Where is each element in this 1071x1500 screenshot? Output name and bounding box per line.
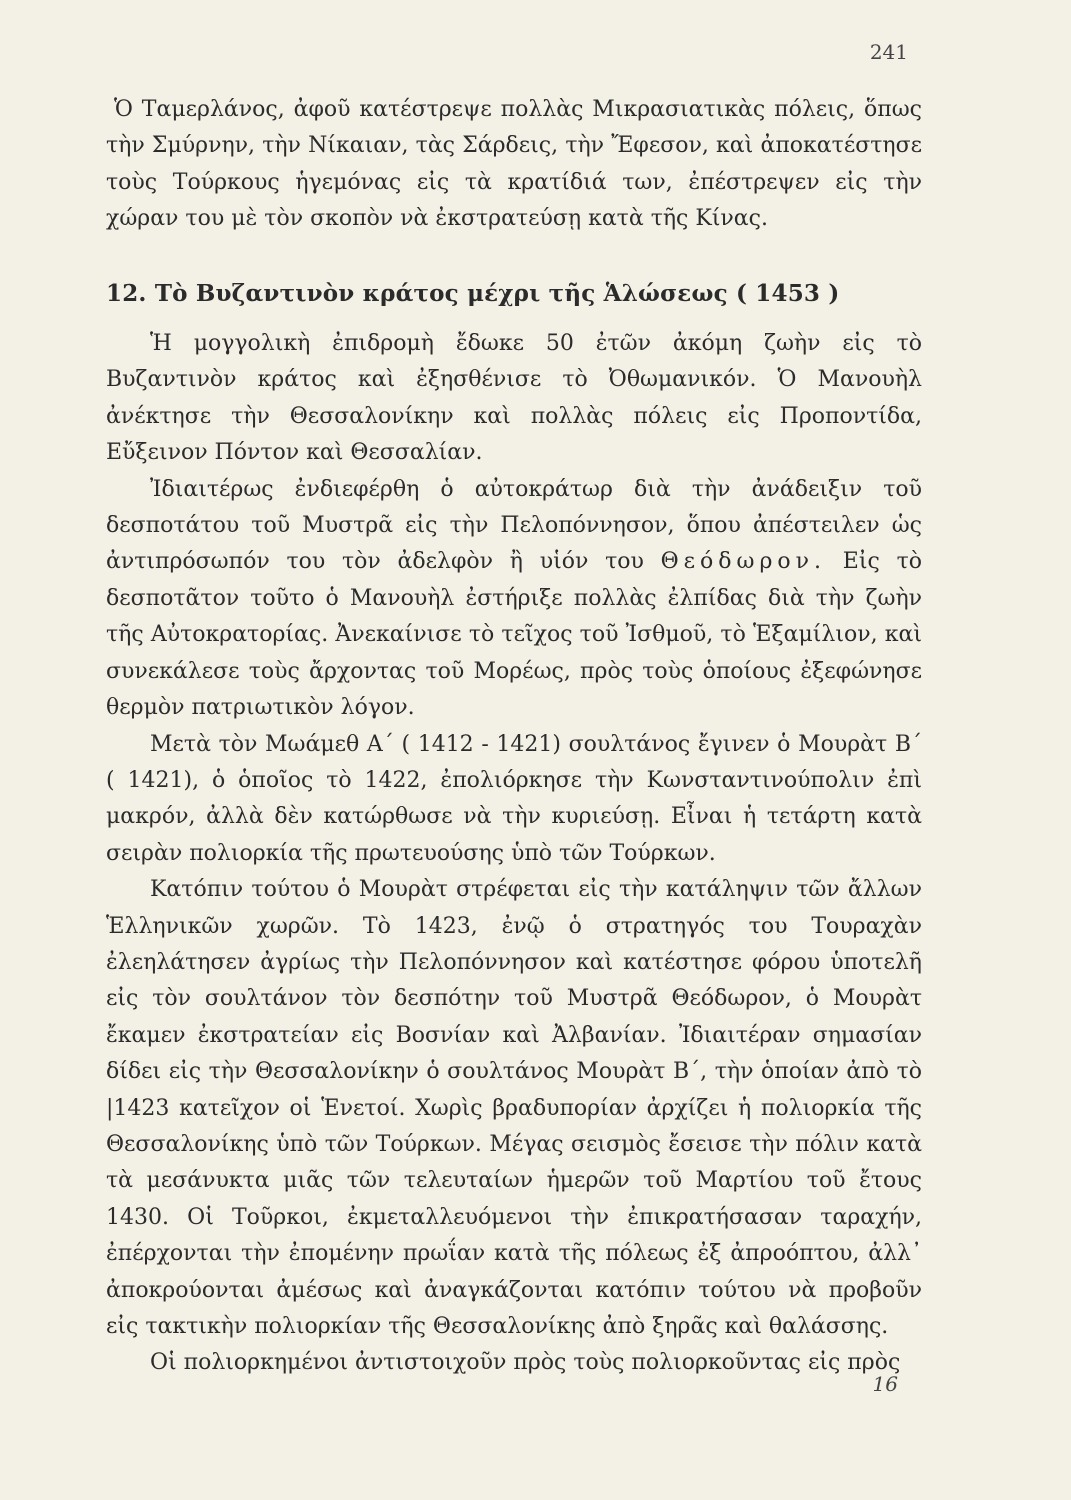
paragraph-thessaloniki: Κατόπιν τούτου ὁ Μουρὰτ στρέφεται εἰς τὴν κατάληψιν τῶν ἄλλων Ἑλληνικῶν χωρῶν. Τὸ 1423, ἐνῷ ὁ στρατηγός του Τουραχὰν ἐλεηλάτησεν ἀγρίως τὴν Πελοπόννησον καὶ κατέστησε φόρου ὑποτελῆ εἰς τὸν σουλτάνον τὸν δεσπότην τοῦ Μυστρᾶ Θεόδωρον, ὁ Μουρὰτ ἔκαμεν ἐκστρατείαν εἰς Βοσνίαν καὶ Ἀλβανίαν. Ἰδιαιτέραν σημασίαν δίδει εἰς τὴν Θεσσαλονίκην ὁ σουλτάνος Μουρὰτ Β΄, τὴν ὁποίαν ἀπὸ τὸ |1423 κατεῖχον οἱ Ἑνετοί. Χωρὶς βραδυπορίαν ἀρχίζει ἡ πολιορκία τῆς Θεσσαλονίκης ὑπὸ τῶν Τούρκων. Μέγας σεισμὸς ἔσεισε τὴν πόλιν κατὰ τὰ μεσάνυκτα μιᾶς τῶν τελευταίων ἡμερῶν τοῦ Μαρτίου τοῦ ἔτους 1430. Οἱ Τοῦρκοι, ἐκμεταλλευόμενοι τὴν ἐπικρατήσασαν ταραχήν, ἐπέρχονται τὴν ἐπομένην πρωΐαν κατὰ τῆς πόλεως ἐξ ἀπροόπτου, ἀλλ᾽ ἀποκρούονται ἀμέσως καὶ ἀναγκάζονται κατόπιν τούτου νὰ προβοῦν εἰς τακτικὴν πολιορκίαν τῆς Θεσσαλονίκης ἀπὸ ξηρᾶς καὶ θαλάσσης.	[106, 877, 922, 1339]
paragraph-tamerlane: Ὁ Ταμερλάνος, ἀφοῦ κατέστρεψε πολλὰς Μικρασιατικὰς πόλεις, ὅπως τὴν Σμύρνην, τὴν Νίκαιαν, τὰς Σάρδεις, τὴν Ἔφεσον, καὶ ἀποκατέστησε τοὺς Τούρκους ἡγεμόνας εἰς τὰ κρατίδιά των, ἐπέστρεψεν εἰς τὴν χώραν του μὲ τὸν σκοπὸν νὰ ἐκστρατεύσῃ κατὰ τῆς Κίνας.	[106, 97, 922, 232]
paragraph-despotate-end: Εἰς τὸ δεσποτᾶτον τοῦτο ὁ Μανουὴλ ἐστήριξε πολλὰς ἐλπίδας διὰ τὴν ζωὴν τῆς Αὐτοκρατορίας. Ἀνεκαίνισε τὸ τεῖχος τοῦ Ἰσθμοῦ, τὸ Ἑξαμίλιον, καὶ συνεκάλεσε τοὺς ἄρχοντας τοῦ Μορέως, πρὸς τοὺς ὁποίους ἐξεφώνησε θερμὸν πατριωτικὸν λόγον.	[106, 549, 922, 721]
paragraph-despotate	[106, 472, 922, 727]
paragraph-mongol-invasion: Ἡ μογγολικὴ ἐπιδρομὴ ἔδωκε 50 ἐτῶν ἀκόμη ζωὴν εἰς τὸ Βυζαντινὸν κράτος καὶ ἐξησθένισε τὸ Ὀθωμανικόν. Ὁ Μανουὴλ ἀνέκτησε τὴν Θεσσαλονίκην καὶ πολλὰς πόλεις εἰς Προποντίδα, Εὔξεινον Πόντον καὶ Θεσσαλίαν.	[106, 331, 922, 466]
paragraph-besieged: Οἱ πολιορκημένοι ἀντιστοιχοῦν πρὸς τοὺς πολιορκοῦντας εἰς πρὸς	[150, 1350, 901, 1376]
paragraph-murad: Μετὰ τὸν Μωάμεθ Α΄ ( 1412 - 1421) σουλτάνος ἔγινεν ὁ Μουρὰτ Β΄ ( 1421), ὁ ὁποῖος τὸ 1422, ἐπολιόρκησε τὴν Κωνσταντινούπολιν ἐπὶ μακρόν, ἀλλὰ δὲν κατώρθωσε νὰ τὴν κυριεύσῃ. Εἶναι ἡ τετάρτη κατὰ σειρὰν πολιορκία τῆς πρωτευούσης ὑπὸ τῶν Τούρκων.	[106, 731, 922, 866]
section-heading: 12. Τὸ Βυζαντινὸν κράτος μέχρι τῆς Ἁλώσεως ( 1453 )	[106, 279, 840, 307]
paragraph-despotate-start: Ἰδιαιτέρως ἐνδιεφέρθη ὁ αὐτοκράτωρ διὰ τὴν ἀνάδειξιν τοῦ δεσποτάτου τοῦ Μυστρᾶ εἰς τὴν Πελοπόννησον, ὅπου ἀπέστειλεν ὡς ἀντιπρόσωπόν του τὸν ἀδελφὸν ἢ υἱόν του	[106, 476, 922, 575]
page-number: 241	[869, 40, 908, 64]
name-theodoros: Θεόδωρον.	[660, 549, 827, 575]
body-text	[106, 92, 922, 1382]
signature-mark: 16	[872, 1372, 898, 1396]
